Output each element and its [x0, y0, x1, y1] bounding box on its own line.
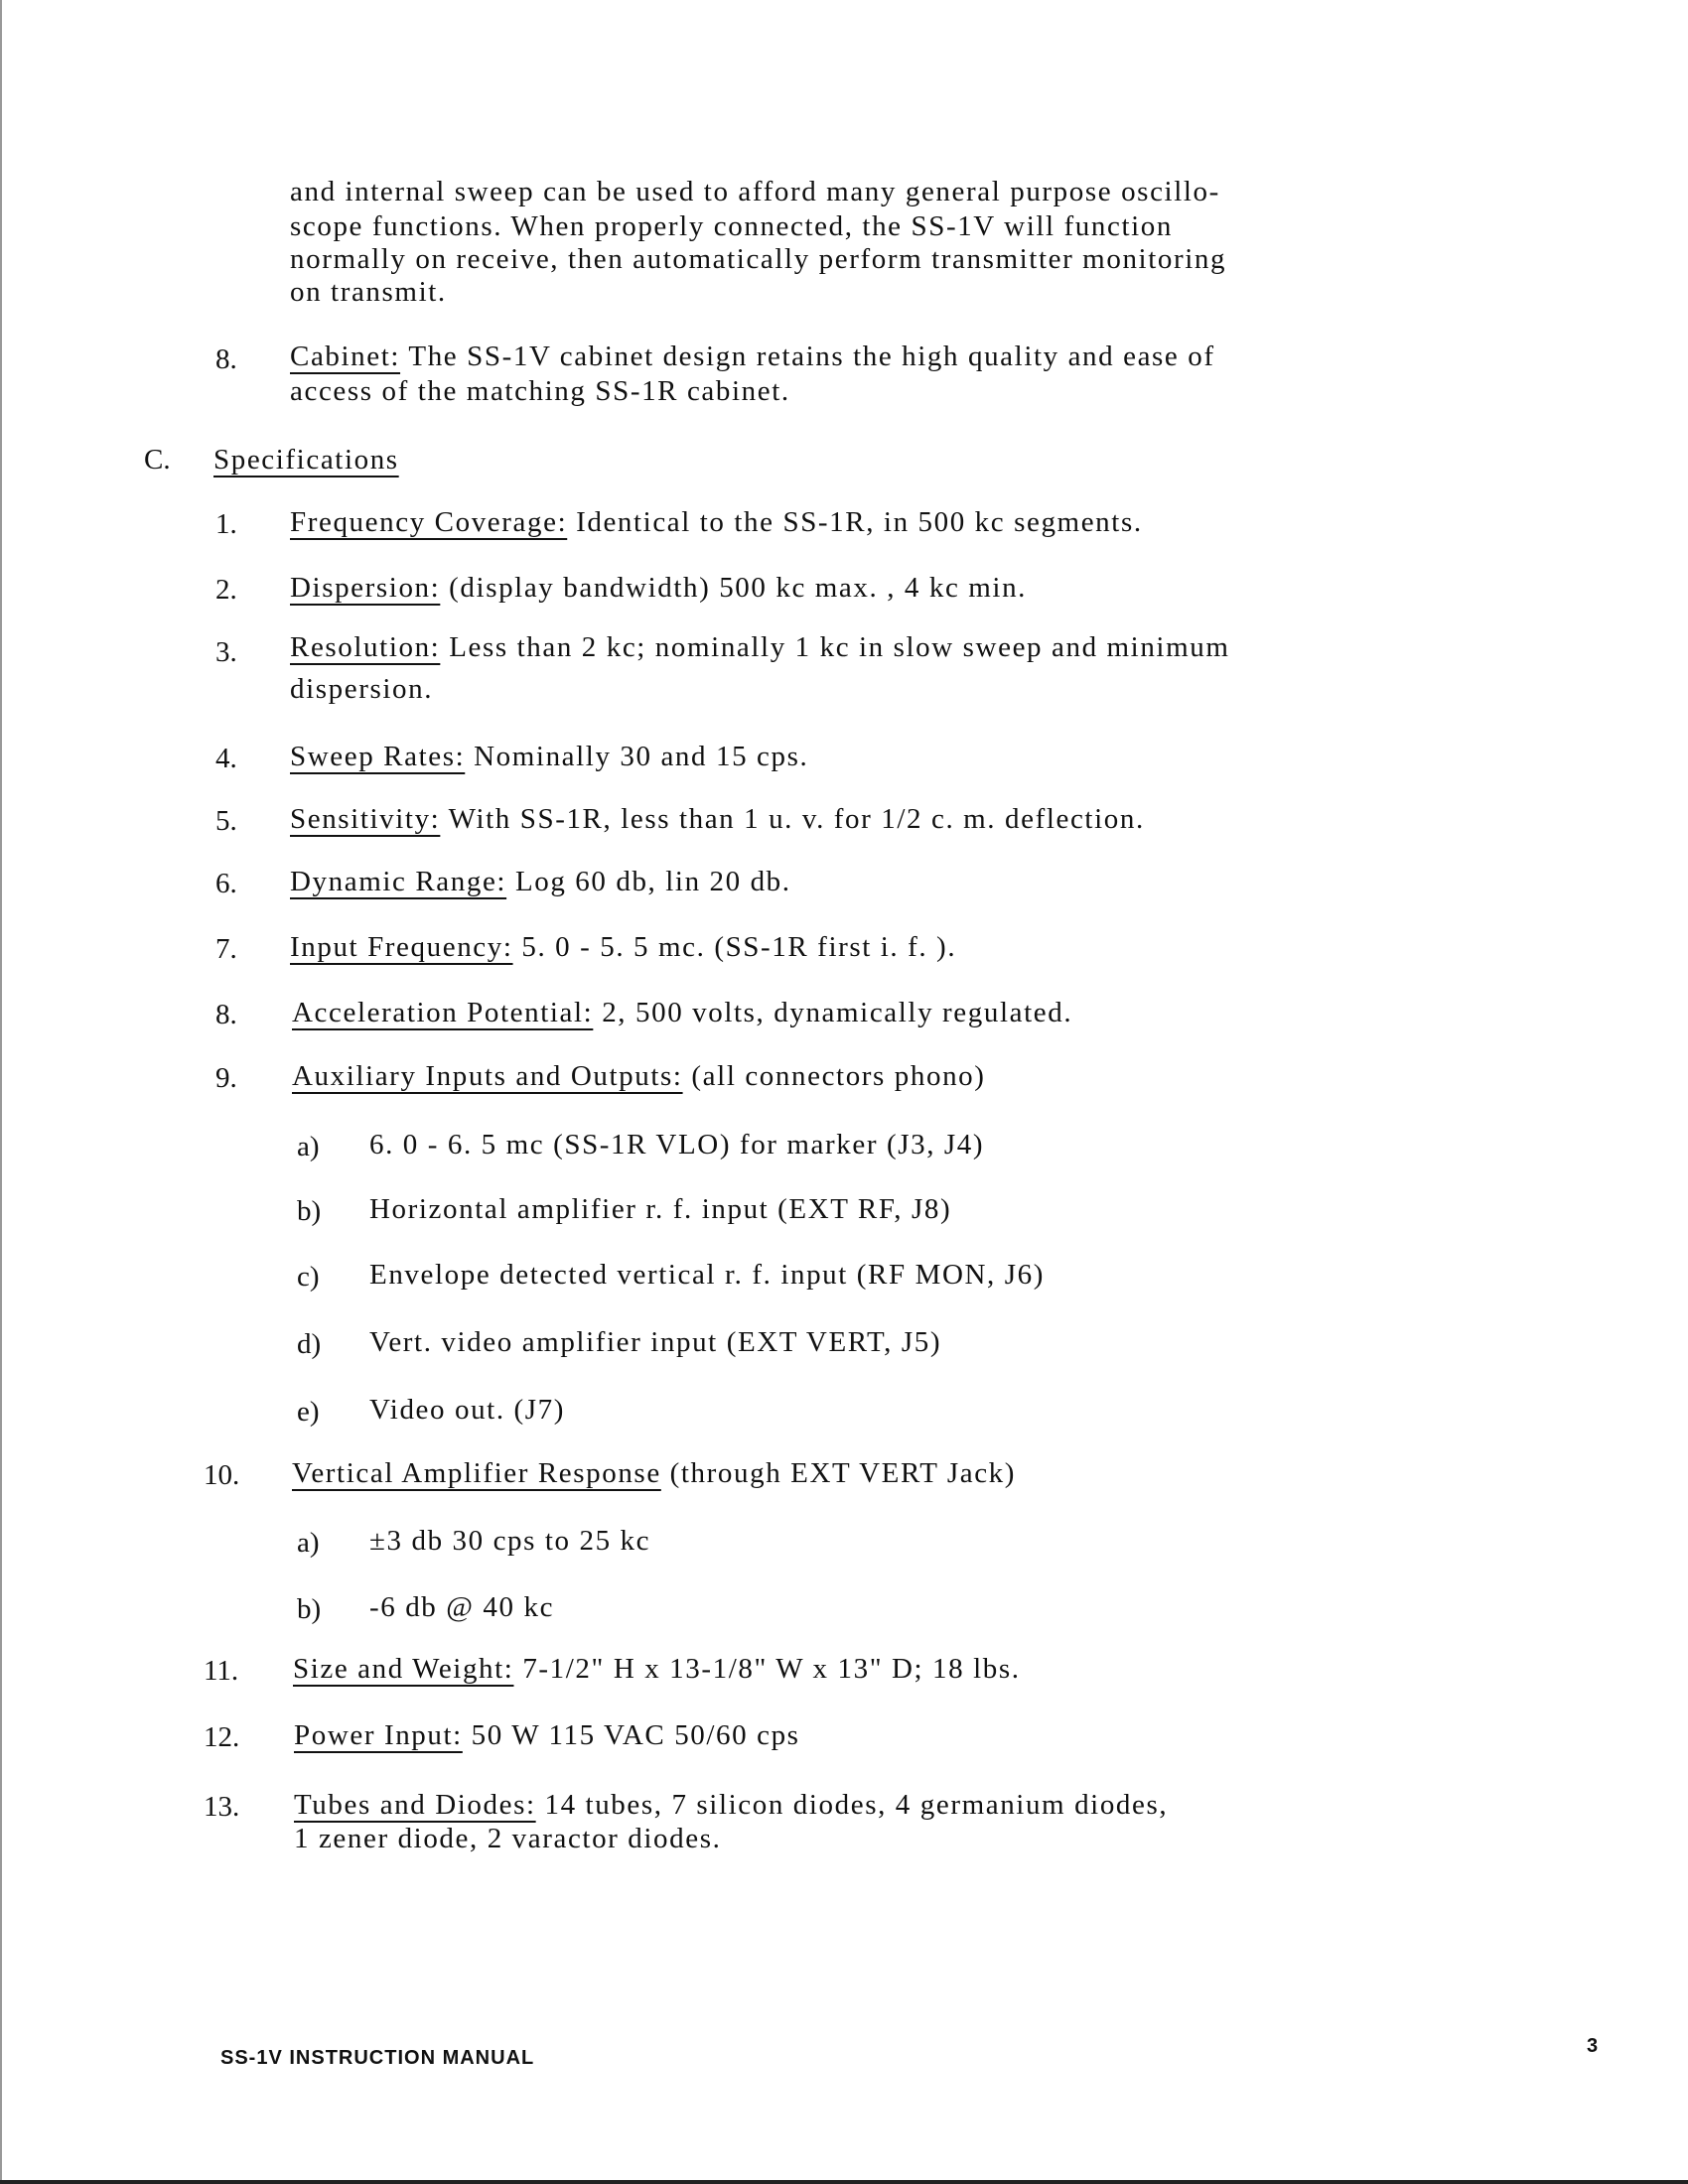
spec-label: Sensitivity:	[290, 803, 441, 835]
spec-label: Input Frequency:	[290, 931, 513, 963]
spec-number: 5.	[215, 805, 237, 837]
item-text: The SS-1V cabinet design retains the high quality and ease of	[400, 341, 1215, 372]
spec-label: Dynamic Range:	[290, 866, 507, 897]
spec-label: Tubes and Diodes:	[294, 1789, 536, 1821]
spec-item	[290, 802, 1145, 836]
spec-text: 7-1/2" H x 13-1/8" W x 13" D; 18 lbs.	[513, 1653, 1021, 1685]
spec-number: 11.	[204, 1655, 239, 1687]
sub-letter: e)	[297, 1396, 320, 1428]
page-number: 3	[1587, 2035, 1599, 2057]
spec-label: Sweep Rates:	[290, 741, 466, 772]
spec-text: Nominally 30 and 15 cps.	[465, 741, 809, 772]
intro-line: on transmit.	[290, 276, 447, 308]
spec-text: 50 W 115 VAC 50/60 cps	[462, 1719, 800, 1751]
intro-line: normally on receive, then automatically perform transmitter monitoring	[290, 243, 1227, 275]
spec-number: 10.	[204, 1459, 240, 1491]
page-bottom-border	[0, 2180, 1688, 2184]
spec-text: (display bandwidth) 500 kc max. , 4 kc min.	[440, 572, 1028, 604]
spec-item	[292, 996, 1072, 1029]
spec-item	[292, 1059, 986, 1093]
spec-number: 7.	[215, 933, 237, 965]
spec-text-cont: 1 zener diode, 2 varactor diodes.	[294, 1823, 722, 1854]
sub-item-text: Vert. video amplifier input (EXT VERT, J5)	[369, 1326, 942, 1358]
spec-item	[290, 930, 956, 964]
spec-text: (all connectors phono)	[682, 1060, 986, 1092]
sub-item-text: Horizontal amplifier r. f. input (EXT RF, J8)	[369, 1193, 952, 1225]
sub-item-text: -6 db @ 40 kc	[369, 1591, 555, 1623]
section-letter: C.	[144, 444, 171, 476]
spec-label: Power Input:	[294, 1719, 463, 1751]
spec-text: Less than 2 kc; nominally 1 kc in slow sweep and minimum	[440, 631, 1230, 663]
spec-item	[290, 865, 791, 898]
spec-text: With SS-1R, less than 1 u. v. for 1/2 c. m. deflection.	[440, 803, 1145, 835]
spec-text: Log 60 db, lin 20 db.	[506, 866, 791, 897]
item-text-cont: access of the matching SS-1R cabinet.	[290, 375, 790, 407]
intro-line: and internal sweep can be used to afford many general purpose oscillo-	[290, 176, 1220, 207]
spec-label: Vertical Amplifier Response	[292, 1457, 661, 1489]
cabinet-item	[290, 340, 1215, 373]
sub-letter: a)	[297, 1131, 320, 1162]
spec-label: Acceleration Potential:	[292, 997, 594, 1028]
section-title-text: Specifications	[213, 444, 399, 476]
spec-item	[290, 505, 1143, 539]
spec-item	[292, 1456, 1016, 1490]
spec-number: 12.	[204, 1721, 240, 1753]
sub-item-text: Envelope detected vertical r. f. input (RF MON, J6)	[369, 1259, 1045, 1291]
spec-label: Resolution:	[290, 631, 441, 663]
sub-item-text: ±3 db 30 cps to 25 kc	[369, 1525, 651, 1557]
spec-label: Frequency Coverage:	[290, 506, 568, 538]
spec-number: 1.	[215, 508, 237, 540]
spec-item	[294, 1788, 1168, 1822]
sub-letter: d)	[297, 1328, 322, 1360]
sub-letter: b)	[297, 1593, 322, 1625]
spec-number: 9.	[215, 1062, 237, 1094]
intro-line: scope functions. When properly connected, the SS-1V will function	[290, 210, 1173, 242]
sub-letter: b)	[297, 1195, 322, 1227]
sub-letter: c)	[297, 1261, 320, 1293]
spec-item	[290, 571, 1027, 605]
spec-text-cont: dispersion.	[290, 673, 434, 705]
spec-label: Size and Weight:	[293, 1653, 514, 1685]
spec-text: 14 tubes, 7 silicon diodes, 4 germanium diodes,	[535, 1789, 1169, 1821]
sub-letter: a)	[297, 1527, 320, 1559]
spec-item	[293, 1652, 1021, 1686]
spec-item	[294, 1718, 800, 1752]
sub-item-text: Video out. (J7)	[369, 1394, 566, 1426]
sub-item-text: 6. 0 - 6. 5 mc (SS-1R VLO) for marker (J3, J4)	[369, 1129, 985, 1160]
item-number: 8.	[215, 343, 237, 375]
spec-text: 2, 500 volts, dynamically regulated.	[593, 997, 1073, 1028]
spec-item	[290, 740, 808, 773]
footer-manual-title: SS-1V INSTRUCTION MANUAL	[220, 2047, 535, 2069]
spec-number: 2.	[215, 574, 237, 606]
spec-number: 8.	[215, 999, 237, 1030]
spec-item	[290, 630, 1230, 664]
section-title	[213, 443, 399, 477]
spec-text: 5. 0 - 5. 5 mc. (SS-1R first i. f. ).	[512, 931, 957, 963]
spec-label: Auxiliary Inputs and Outputs:	[292, 1060, 683, 1092]
page-edge	[0, 0, 2, 2184]
item-label: Cabinet:	[290, 341, 401, 372]
spec-text: (through EXT VERT Jack)	[660, 1457, 1017, 1489]
spec-number: 13.	[204, 1791, 240, 1823]
spec-number: 6.	[215, 868, 237, 899]
spec-number: 4.	[215, 743, 237, 774]
spec-number: 3.	[215, 636, 237, 668]
spec-label: Dispersion:	[290, 572, 441, 604]
spec-text: Identical to the SS-1R, in 500 kc segments.	[567, 506, 1143, 538]
